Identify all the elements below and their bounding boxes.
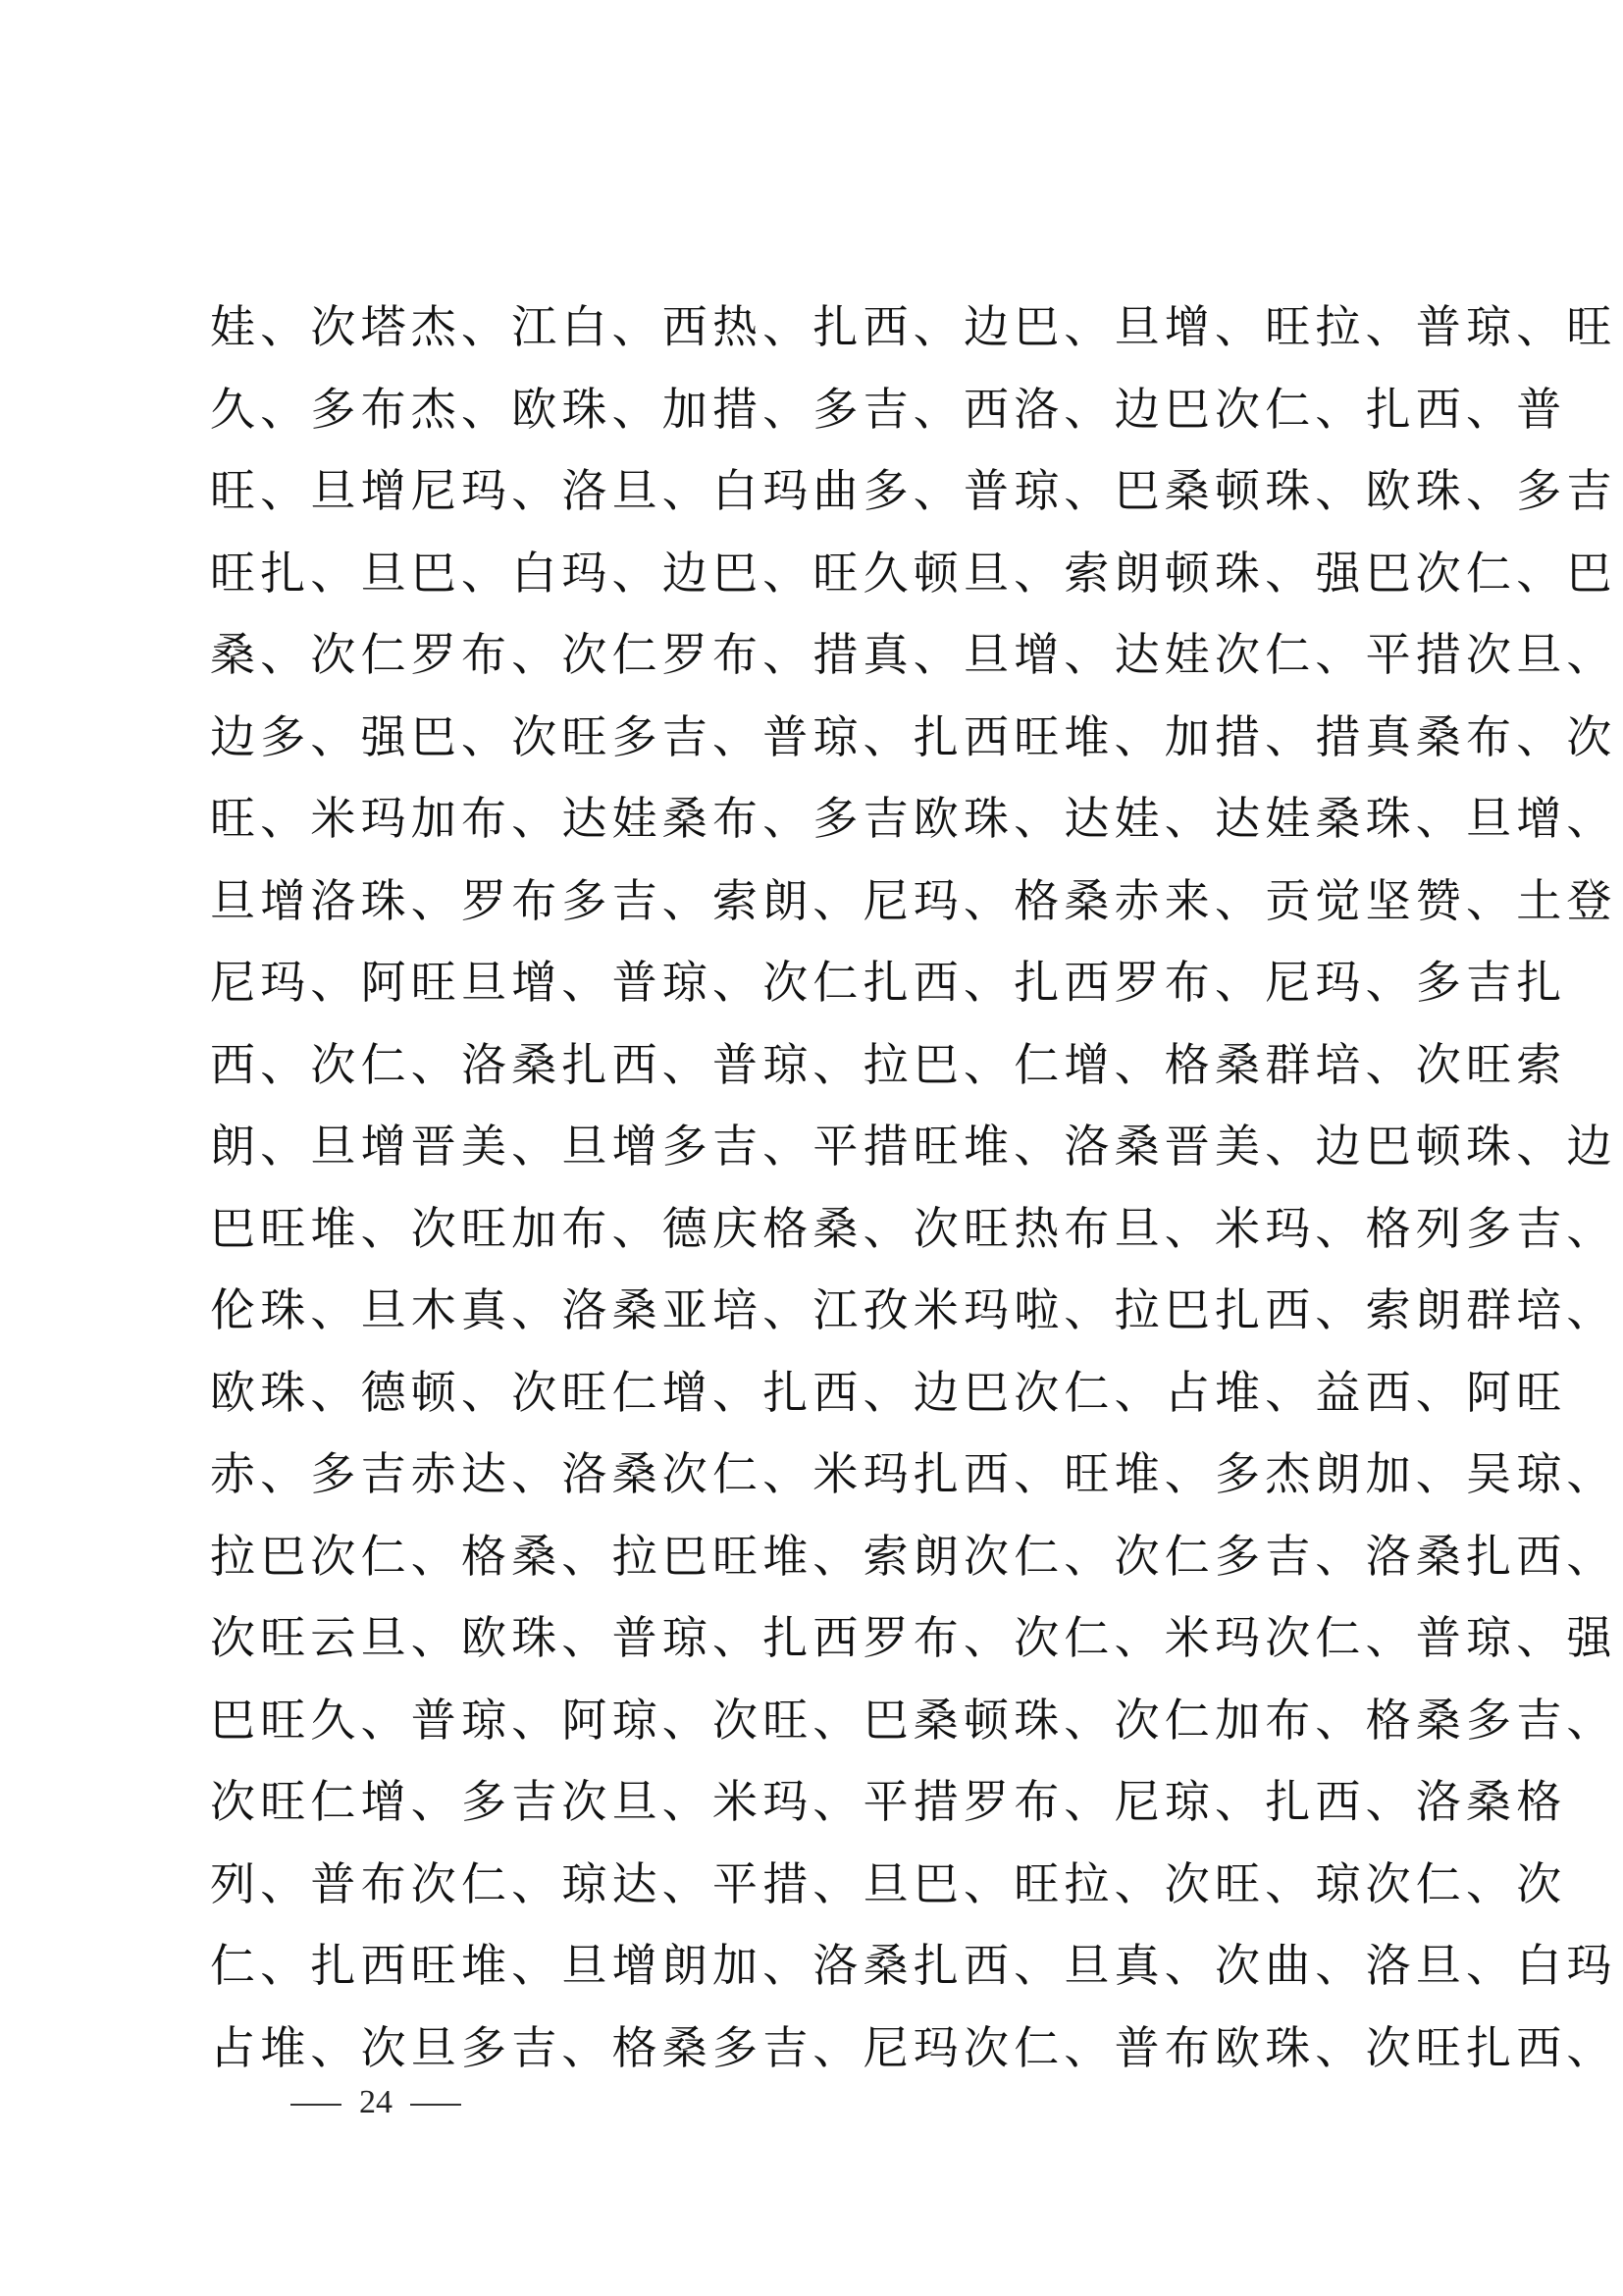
name-list-text — [210, 287, 1617, 2089]
left-dash — [290, 2104, 341, 2106]
text-line: 旺、米玛加布、达娃桑布、多吉欧珠、达娃、达娃桑珠、旦增、 — [210, 792, 1617, 845]
text-line: 旺扎、旦巴、白玛、边巴、旺久顿旦、索朗顿珠、强巴次仁、巴 — [210, 546, 1617, 600]
right-dash — [410, 2104, 461, 2106]
page-number-footer — [273, 2078, 479, 2127]
text-line: 次旺云旦、欧珠、普琼、扎西罗布、次仁、米玛次仁、普琼、强 — [210, 1611, 1617, 1664]
text-line: 巴旺堆、次旺加布、德庆格桑、次旺热布旦、米玛、格列多吉、 — [210, 1201, 1617, 1255]
text-line: 朗、旦增晋美、旦增多吉、平措旺堆、洛桑晋美、边巴顿珠、边 — [210, 1120, 1617, 1173]
text-line: 桑、次仁罗布、次仁罗布、措真、旦增、达娃次仁、平措次旦、 — [210, 628, 1617, 681]
text-line: 旺、旦增尼玛、洛旦、白玛曲多、普琼、巴桑顿珠、欧珠、多吉 — [210, 464, 1617, 517]
text-line: 旦增洛珠、罗布多吉、索朗、尼玛、格桑赤来、贡觉坚赞、土登 — [210, 873, 1617, 927]
text-line: 尼玛、阿旺旦增、普琼、次仁扎西、扎西罗布、尼玛、多吉扎 — [210, 956, 1567, 1009]
text-line: 西、次仁、洛桑扎西、普琼、拉巴、仁增、格桑群培、次旺索 — [210, 1037, 1567, 1091]
text-line: 次旺仁增、多吉次旦、米玛、平措罗布、尼琼、扎西、洛桑格 — [210, 1775, 1567, 1828]
text-line: 欧珠、德顿、次旺仁增、扎西、边巴次仁、占堆、益西、阿旺 — [210, 1365, 1567, 1419]
text-line: 赤、多吉赤达、洛桑次仁、米玛扎西、旺堆、多杰朗加、吴琼、 — [210, 1447, 1617, 1500]
text-line: 巴旺久、普琼、阿琼、次旺、巴桑顿珠、次仁加布、格桑多吉、 — [210, 1693, 1617, 1747]
text-line: 拉巴次仁、格桑、拉巴旺堆、索朗次仁、次仁多吉、洛桑扎西、 — [210, 1529, 1617, 1583]
text-line: 仁、扎西旺堆、旦增朗加、洛桑扎西、旦真、次曲、洛旦、白玛 — [210, 1939, 1617, 1992]
text-line: 列、普布次仁、琼达、平措、旦巴、旺拉、次旺、琼次仁、次 — [210, 1856, 1567, 1910]
text-line: 边多、强巴、次旺多吉、普琼、扎西旺堆、加措、措真桑布、次 — [210, 709, 1617, 763]
text-line: 伦珠、旦木真、洛桑亚培、江孜米玛啦、拉巴扎西、索朗群培、 — [210, 1283, 1617, 1336]
text-line: 娃、次塔杰、江白、西热、扎西、边巴、旦增、旺拉、普琼、旺 — [210, 300, 1617, 353]
page-number: 24 — [359, 2084, 393, 2120]
text-line: 久、多布杰、欧珠、加措、多吉、西洛、边巴次仁、扎西、普 — [210, 382, 1567, 436]
text-line: 占堆、次旦多吉、格桑多吉、尼玛次仁、普布欧珠、次旺扎西、 — [210, 2020, 1617, 2074]
